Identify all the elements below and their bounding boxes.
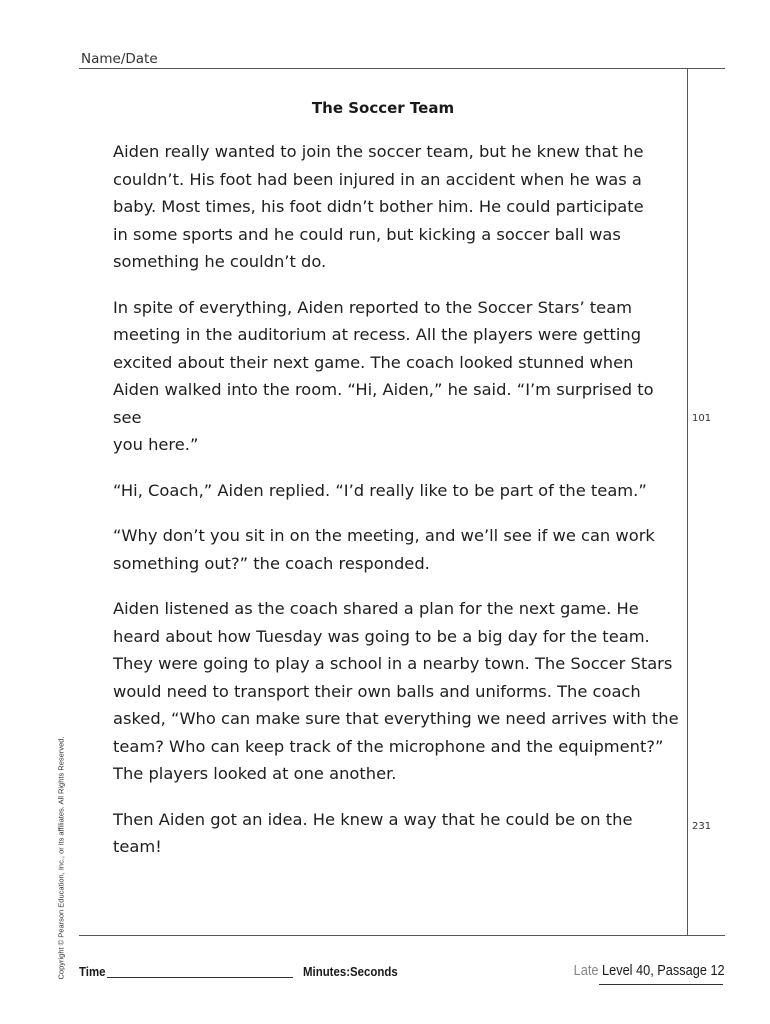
time-label: Time xyxy=(79,964,106,979)
level-passage-label xyxy=(574,962,725,979)
time-entry-line xyxy=(107,977,293,978)
paragraph-6: Then Aiden got an idea. He knew a way that he could be on the team! xyxy=(113,809,633,856)
word-count-divider xyxy=(687,68,688,936)
level-label: Level 40, Passage 12 xyxy=(602,962,725,979)
name-date-label: Name/Date xyxy=(81,51,158,67)
paragraph-2: In spite of everything, Aiden reported to the Soccer Stars’ team meeting in the auditorium at recess. All the players were getting excited about their next game. The coach looked stunned when Aiden walked into the room. “Hi, Aiden,” he said. “I’m surprised to see you here.” xyxy=(113,297,654,454)
word-count-231: 231 xyxy=(692,821,712,832)
paragraph-3: “Hi, Coach,” Aiden replied. “I’d really like to be part of the team.” xyxy=(113,480,647,500)
paragraph-5: Aiden listened as the coach shared a plan for the next game. He heard about how Tuesday was going to be a big day for the team. They were going to play a school in a nearby town. The Soccer Stars would need to transport their own balls and uniforms. The coach asked, “Who can make sure that everything we need arrives with the team? Who can keep track of the microphone and the equipment?” The players looked at one another. xyxy=(113,599,679,783)
copyright-notice: Copyright © Pearson Education, Inc., or its affiliates. All Rights Reserved. xyxy=(56,736,66,980)
bottom-rule xyxy=(79,935,725,936)
top-rule xyxy=(79,68,725,69)
paragraph-4: “Why don’t you sit in on the meeting, and we’ll see if we can work something out?” the coach responded. xyxy=(113,526,655,573)
footer xyxy=(79,962,725,986)
word-count-101: 101 xyxy=(692,413,712,424)
passage-title: The Soccer Team xyxy=(311,99,455,117)
minutes-seconds-label: Minutes:Seconds xyxy=(303,964,398,979)
late-label: Late xyxy=(573,962,599,979)
passage-body xyxy=(113,138,683,879)
level-underline xyxy=(599,984,723,985)
paragraph-1: Aiden really wanted to join the soccer team, but he knew that he couldn’t. His foot had been injured in an accident when he was a baby. Most times, his foot didn’t bother him. He could participate in some sports and he could run, but kicking a soccer ball was something he couldn’t do. xyxy=(113,142,644,271)
